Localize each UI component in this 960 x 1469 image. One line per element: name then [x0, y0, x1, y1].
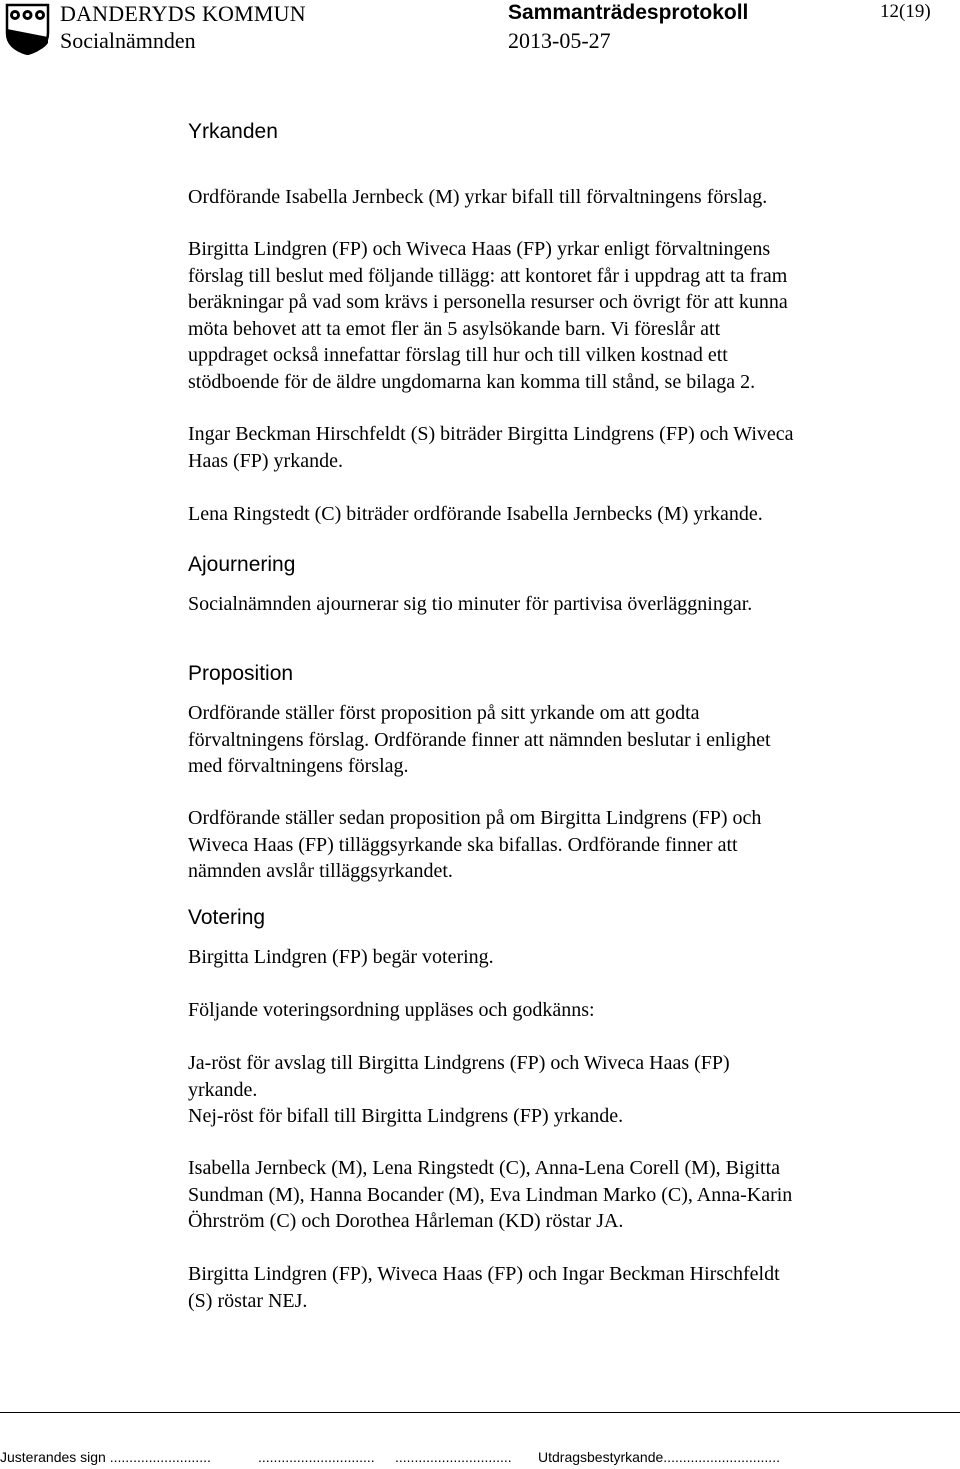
text-line: Ja-röst för avslag till Birgitta Lindgrens (FP) och Wiveca Haas (FP) — [188, 1052, 730, 1074]
paragraph-votering-2 — [188, 997, 595, 1024]
page-number: 12(19) — [880, 1, 931, 22]
text-line: förvaltningens förslag. Ordförande finner att nämnden beslutar i enlighet — [188, 728, 771, 751]
text-line: Nej-röst för bifall till Birgitta Lindgrens (FP) yrkande. — [188, 1105, 624, 1127]
paragraph-votering-4 — [188, 1155, 792, 1235]
heading-yrkanden: Yrkanden — [188, 120, 278, 143]
paragraph-yrkanden-4 — [188, 501, 763, 528]
paragraph-votering-1 — [188, 944, 494, 971]
text-line: möta behovet att ta emot fler än 5 asylsökande barn. Vi föreslår att — [188, 317, 721, 340]
footer-divider — [0, 1412, 960, 1413]
department-name: Socialnämnden — [60, 28, 196, 53]
footer-extract-certification: Utdragsbestyrkande.............................. — [538, 1449, 780, 1465]
text-line: Socialnämnden ajournerar sig tio minuter för partivisa överläggningar. — [188, 593, 753, 615]
text-line: Sundman (M), Hanna Bocander (M), Eva Lindman Marko (C), Anna-Karin — [188, 1183, 793, 1206]
text-line: beräkningar på vad som krävs i personella resurser och övrigt för att kunna — [188, 291, 788, 313]
text-line: stödboende för de äldre ungdomarna kan komma till stånd, se bilaga 2. — [188, 370, 756, 393]
text-line: uppdraget också innefattar förslag till hur och till vilken kostnad ett — [188, 344, 728, 366]
text-line: Isabella Jernbeck (M), Lena Ringstedt (C), Anna-Lena Corell (M), Bigitta — [188, 1157, 781, 1179]
paragraph-votering-3 — [188, 1050, 730, 1130]
text-line: Ordförande ställer först proposition på sitt yrkande om att godta — [188, 702, 700, 724]
paragraph-proposition-1 — [188, 700, 771, 780]
text-line: nämnden avslår tilläggsyrkandet. — [188, 860, 453, 882]
text-line: Birgitta Lindgren (FP) och Wiveca Haas (FP) yrkar enligt förvaltningens — [188, 238, 771, 260]
heading-votering: Votering — [188, 906, 266, 929]
paragraph-yrkanden-1 — [188, 184, 767, 211]
text-line: förslag till beslut med följande tillägg: att kontoret får i uppdrag att ta fram — [188, 264, 788, 287]
paragraph-proposition-2 — [188, 805, 761, 885]
text-line: Lena Ringstedt (C) biträder ordförande Isabella Jernbecks (M) yrkande. — [188, 503, 763, 525]
paragraph-ajournering-1 — [188, 591, 752, 618]
paragraph-yrkanden-2 — [188, 236, 788, 395]
paragraph-votering-5 — [188, 1261, 780, 1314]
document-date: 2013-05-27 — [508, 28, 611, 53]
text-line: yrkande. — [188, 1078, 258, 1101]
municipal-coat-of-arms-icon — [5, 3, 50, 55]
text-line: Haas (FP) yrkande. — [188, 449, 343, 472]
footer-signature-field: .............................. — [258, 1449, 375, 1465]
text-line: med förvaltningens förslag. — [188, 755, 409, 777]
paragraph-yrkanden-3 — [188, 421, 794, 474]
heading-ajournering: Ajournering — [188, 553, 296, 576]
organization-name: DANDERYDS KOMMUN — [60, 1, 306, 26]
text-line: Öhrström (C) och Dorothea Hårleman (KD) röstar JA. — [188, 1210, 624, 1232]
text-line: Birgitta Lindgren (FP) begär votering. — [188, 946, 494, 968]
footer-signature-field: Justerandes sign .......................... — [0, 1449, 211, 1465]
text-line: (S) röstar NEJ. — [188, 1289, 308, 1312]
text-line: Följande voteringsordning uppläses och godkänns: — [188, 999, 595, 1021]
document-title: Sammanträdesprotokoll — [508, 1, 749, 24]
footer-signature-field: .............................. — [395, 1449, 512, 1465]
text-line: Ingar Beckman Hirschfeldt (S) biträder Birgitta Lindgrens (FP) och Wiveca — [188, 423, 794, 445]
text-line: Ordförande ställer sedan proposition på om Birgitta Lindgrens (FP) och — [188, 807, 762, 829]
heading-proposition: Proposition — [188, 662, 294, 685]
text-line: Wiveca Haas (FP) tilläggsyrkande ska bifallas. Ordförande finner att — [188, 833, 738, 856]
text-line: Ordförande Isabella Jernbeck (M) yrkar bifall till förvaltningens förslag. — [188, 186, 768, 208]
text-line: Birgitta Lindgren (FP), Wiveca Haas (FP) och Ingar Beckman Hirschfeldt — [188, 1263, 780, 1285]
